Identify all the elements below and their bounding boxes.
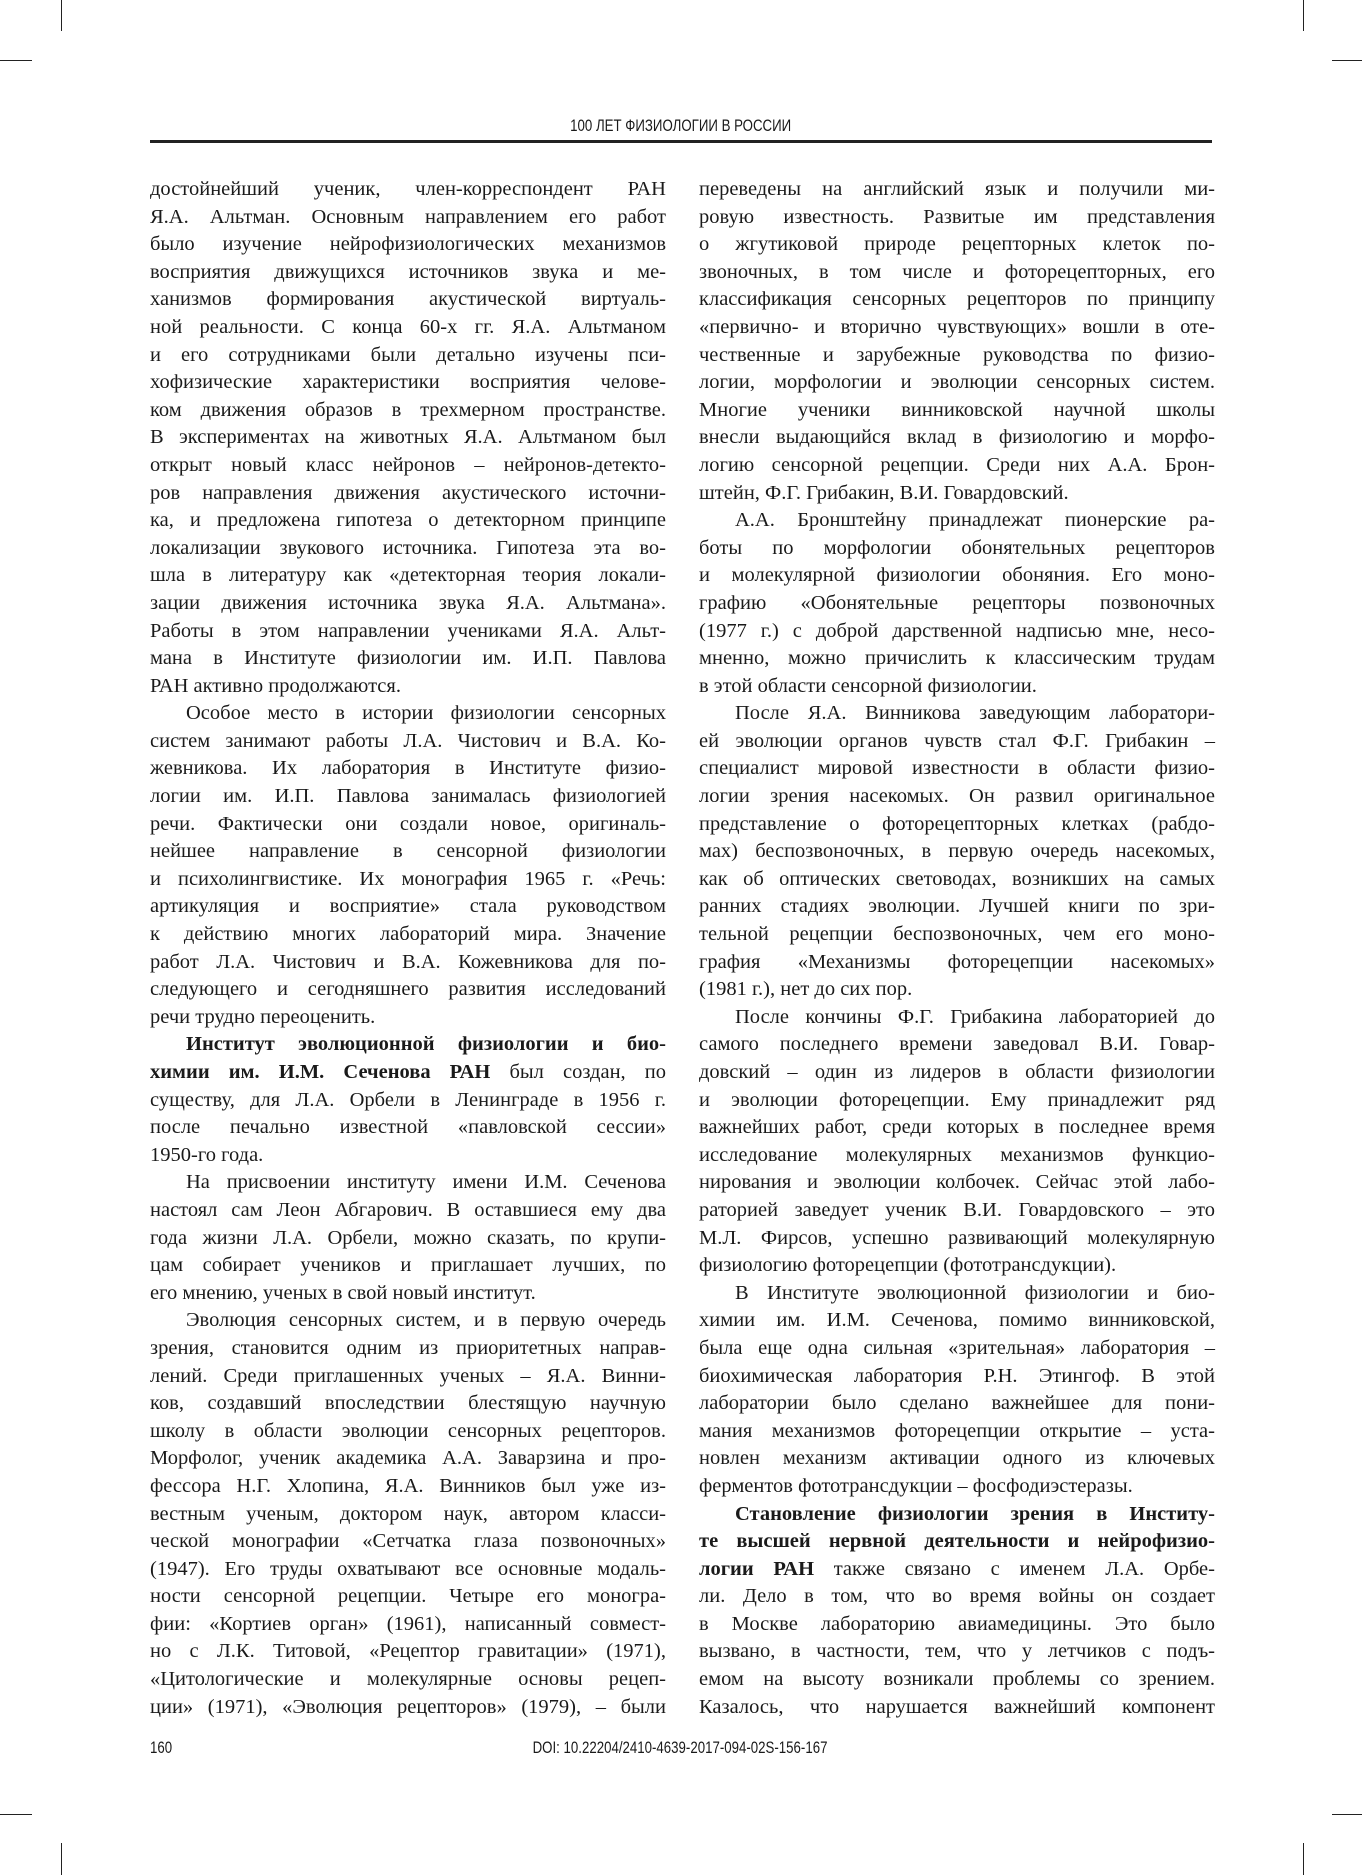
line-text: логии зрения насекомых. Он развил оригинальное: [699, 785, 1215, 808]
text-line: [150, 286, 666, 314]
line-text: представление о фоторецепторных клетках (рабдо-: [699, 812, 1215, 835]
text-line: [699, 976, 1215, 1004]
line-text: года жизни Л.А. Орбели, можно сказать, по крупи-: [150, 1226, 666, 1249]
text-line: [699, 1666, 1215, 1694]
text-line: [699, 1307, 1215, 1335]
line-text: раторией заведует ученик В.И. Говардовского – это: [699, 1198, 1215, 1221]
line-text: ей эволюции органов чувств стал Ф.Г. Грибакин –: [699, 729, 1215, 752]
line-text: речи. Фактически они создали новое, оригиналь-: [150, 812, 666, 835]
line-text: и молекулярной физиологии обоняния. Его моно-: [699, 564, 1215, 587]
text-line: [150, 838, 666, 866]
line-text: ранних стадиях эволюции. Лучшей книги по зри-: [699, 895, 1215, 918]
text-line: [150, 1666, 666, 1694]
page-number-text: 160: [150, 1738, 173, 1757]
line-text: важнейших работ, среди которых в последнее время: [699, 1116, 1215, 1139]
line-text: школу в области эволюции сенсорных рецепторов.: [150, 1419, 666, 1442]
text-line: [150, 893, 666, 921]
text-line: [150, 1307, 666, 1335]
bold-text: логии РАН: [699, 1557, 815, 1580]
line-text: физиологию фоторецепции (фототрансдукции).: [699, 1254, 1117, 1277]
text-line: [150, 1583, 666, 1611]
text-line: [699, 1501, 1215, 1529]
line-text: в этой области сенсорной физиологии.: [699, 674, 1037, 697]
text-line: [699, 1611, 1215, 1639]
text-line: [699, 1363, 1215, 1391]
text-line: [150, 1390, 666, 1418]
line-text: М.Л. Фирсов, успешно развивающий молекулярную: [699, 1226, 1215, 1249]
line-text: классификация сенсорных рецепторов по принципу: [699, 288, 1215, 311]
text-line: [699, 866, 1215, 894]
crop-mark: [1332, 1814, 1362, 1815]
line-text: хофизические характеристики восприятия челове-: [150, 371, 666, 394]
crop-mark: [1303, 0, 1304, 31]
text-column-right: [699, 176, 1215, 1721]
text-line: [150, 1031, 666, 1059]
text-line: [699, 507, 1215, 535]
line-text: (1977 г.) с доброй дарственной надписью мне, несо-: [699, 619, 1215, 642]
line-text: ческой монографии «Сетчатка глаза позвоночных»: [150, 1530, 666, 1553]
text-line: [699, 286, 1215, 314]
text-line: [150, 259, 666, 287]
line-text: достойнейший ученик, член-корреспондент РАН: [150, 178, 666, 200]
line-text: исследование молекулярных механизмов функцио-: [699, 1143, 1215, 1166]
text-line: [699, 728, 1215, 756]
line-text: звоночных, в том числе и фоторецепторных, его: [699, 260, 1215, 283]
text-line: [150, 424, 666, 452]
text-line: [699, 783, 1215, 811]
line-text: о жгутиковой природе рецепторных клеток по-: [699, 233, 1215, 256]
text-line: [150, 1445, 666, 1473]
text-line: [699, 1197, 1215, 1225]
text-line: [150, 1611, 666, 1639]
line-text: речи трудно переоценить.: [150, 1005, 376, 1028]
line-text: ции» (1971), «Эволюция рецепторов» (1979), – были: [150, 1695, 666, 1718]
bold-text: Становление физиологии зрения в Институ-: [735, 1502, 1215, 1525]
line-text: внесли выдающийся вклад в физиологию и морфо-: [699, 426, 1215, 449]
line-text: «Цитологические и молекулярные основы рецеп-: [150, 1668, 666, 1691]
line-text: локализации звукового источника. Гипотеза эта во-: [150, 536, 666, 559]
text-line: [150, 1197, 666, 1225]
text-line: [150, 176, 666, 204]
line-text: логии, морфологии и эволюции сенсорных систем.: [699, 371, 1215, 394]
text-line: [150, 369, 666, 397]
line-text: и психолингвистике. Их монография 1965 г. «Речь:: [150, 867, 666, 890]
line-text: но с Л.К. Титовой, «Рецептор гравитации» (1971),: [150, 1640, 666, 1663]
text-line: [699, 535, 1215, 563]
line-text: логии им. И.П. Павлова занималась физиологией: [150, 785, 666, 808]
text-line: [699, 590, 1215, 618]
text-line: [699, 1004, 1215, 1032]
text-line: [150, 1694, 666, 1722]
text-line: [150, 866, 666, 894]
text-line: [699, 921, 1215, 949]
line-text: шла в литературу как «детекторная теория локали-: [150, 564, 666, 587]
text-line: [699, 893, 1215, 921]
line-text: довский – один из лидеров в области физиологии: [699, 1061, 1215, 1083]
text-line: [150, 618, 666, 646]
text-line: [150, 755, 666, 783]
line-text: чественные и зарубежные руководства по физио-: [699, 343, 1215, 366]
text-line: [150, 342, 666, 370]
text-line: [699, 1638, 1215, 1666]
text-line: [699, 1335, 1215, 1363]
text-line: [150, 535, 666, 563]
bold-text: химии им. И.М. Сеченова РАН: [150, 1061, 491, 1083]
line-text: фессора Н.Г. Хлопина, Я.А. Винников был уже из-: [150, 1474, 666, 1497]
line-text: открыт новый класс нейронов – нейронов-детекто-: [150, 453, 666, 476]
line-text: существу, для Л.А. Орбели в Ленинграде в 1956 г.: [150, 1088, 666, 1111]
text-line: [150, 1556, 666, 1584]
text-line: [150, 1528, 666, 1556]
line-text: ровую известность. Развитые им представления: [699, 205, 1215, 228]
line-text: (1981 г.), нет до сих пор.: [699, 978, 913, 1001]
text-line: [150, 949, 666, 977]
line-text: Казалось, что нарушается важнейший компонент: [699, 1695, 1215, 1718]
line-text: восприятия движущихся источников звука и ме-: [150, 260, 666, 283]
text-line: [699, 204, 1215, 232]
text-line: [699, 1473, 1215, 1501]
line-text: РАН активно продолжаются.: [150, 674, 401, 697]
crop-mark: [61, 1843, 62, 1875]
running-title: 100 ЛЕТ ФИЗИОЛОГИИ В РОССИИ: [570, 116, 792, 135]
line-text: биохимическая лаборатория Р.Н. Этингоф. В этой: [699, 1364, 1215, 1387]
text-line: [699, 1031, 1215, 1059]
line-text: переведены на английский язык и получили ми-: [699, 178, 1215, 200]
text-line: [699, 342, 1215, 370]
text-line: [150, 480, 666, 508]
line-text: ров направления движения акустического источни-: [150, 481, 666, 504]
line-text: Морфолог, ученик академика А.А. Заварзина и про-: [150, 1447, 666, 1470]
line-text: мах) беспозвоночных, в первую очередь насекомых,: [699, 840, 1215, 863]
text-line: [150, 1638, 666, 1666]
header-rule: [150, 140, 1212, 143]
line-text: После Я.А. Винникова заведующим лаборатори-: [735, 702, 1215, 725]
line-text: была еще одна сильная «зрительная» лаборатория –: [699, 1336, 1215, 1359]
line-text: Многие ученики винниковской научной школы: [699, 398, 1215, 421]
line-text: был создан, по: [490, 1061, 667, 1083]
text-line: [699, 397, 1215, 425]
text-line: [150, 1501, 666, 1529]
line-text: фии: «Кортиев орган» (1961), написанный совмест-: [150, 1612, 666, 1635]
text-line: [150, 783, 666, 811]
line-text: систем занимают работы Л.А. Чистович и В.А. Ко-: [150, 729, 666, 752]
line-text: и его сотрудниками были детально изучены пси-: [150, 343, 666, 366]
line-text: в Москве лабораторию авиамедицины. Это было: [699, 1612, 1215, 1635]
line-text: боты по морфологии обонятельных рецепторов: [699, 536, 1215, 559]
text-line: [699, 176, 1215, 204]
text-line: [699, 838, 1215, 866]
crop-mark: [0, 1814, 32, 1815]
text-line: [699, 1280, 1215, 1308]
line-text: было изучение нейрофизиологических механизмов: [150, 233, 666, 256]
line-text: ферментов фототрансдукции – фосфодиэстеразы.: [699, 1474, 1133, 1497]
line-text: На присвоении институту имени И.М. Сеченова: [186, 1171, 666, 1194]
crop-mark: [1303, 1843, 1304, 1875]
text-line: [150, 1087, 666, 1115]
text-line: [699, 700, 1215, 728]
text-line: [150, 673, 666, 701]
line-text: следующего и сегодняшнего развития исследований: [150, 978, 666, 1001]
line-text: артикуляция и восприятие» стала руководством: [150, 895, 666, 918]
text-line: [699, 1114, 1215, 1142]
text-line: [699, 452, 1215, 480]
text-line: [150, 1225, 666, 1253]
line-text: Я.А. Альтман. Основным направлением его работ: [150, 205, 666, 228]
line-text: как об оптических световодах, возникших на самых: [699, 867, 1215, 890]
text-line: [699, 673, 1215, 701]
text-line: [699, 562, 1215, 590]
line-text: мания механизмов фоторецепции открытие – уста-: [699, 1419, 1215, 1442]
line-text: его мнению, ученых в свой новый институт.: [150, 1281, 536, 1304]
text-line: [699, 314, 1215, 342]
line-text: мана в Институте физиологии им. И.П. Павлова: [150, 647, 666, 670]
line-text: настоял сам Леон Абгарович. В оставшиеся ему два: [150, 1198, 666, 1221]
line-text: ков, создавший впоследствии блестящую научную: [150, 1392, 666, 1415]
line-text: ханизмов формирования акустической виртуаль-: [150, 288, 666, 311]
line-text: ной реальности. С конца 60-х гг. Я.А. Альтманом: [150, 315, 666, 338]
line-text: цам собирает учеников и приглашает лучших, по: [150, 1254, 666, 1277]
line-text: новлен механизм активации одного из ключевых: [699, 1447, 1215, 1470]
text-line: [150, 1280, 666, 1308]
text-line: [699, 645, 1215, 673]
bold-text: те высшей нервной деятельности и нейрофизио-: [699, 1530, 1215, 1553]
text-line: [150, 204, 666, 232]
text-line: [699, 1225, 1215, 1253]
line-text: Работы в этом направлении учениками Я.А. Альт-: [150, 619, 666, 642]
text-line: [699, 1252, 1215, 1280]
text-line: [699, 1556, 1215, 1584]
line-text: 1950-го года.: [150, 1143, 264, 1166]
text-line: [150, 921, 666, 949]
text-line: [150, 397, 666, 425]
line-text: вестным ученым, доктором наук, автором класси-: [150, 1502, 666, 1525]
line-text: мненно, можно причислить к классическим трудам: [699, 647, 1215, 670]
text-line: [699, 1583, 1215, 1611]
line-text: Эволюция сенсорных систем, и в первую очередь: [186, 1309, 666, 1332]
line-text: После кончины Ф.Г. Грибакина лабораторией до: [735, 1005, 1215, 1028]
line-text: А.А. Бронштейну принадлежат пионерские ра-: [735, 509, 1215, 532]
text-line: [150, 1169, 666, 1197]
line-text: тельной рецепции беспозвоночных, чем его моно-: [699, 923, 1215, 946]
line-text: жевникова. Их лаборатория в Институте физио-: [150, 757, 666, 780]
line-text: специалист мировой известности в области физио-: [699, 757, 1215, 780]
line-text: штейн, Ф.Г. Грибакин, В.И. Говардовский.: [699, 481, 1069, 504]
line-text: также связано с именем Л.А. Орбе-: [814, 1557, 1215, 1580]
line-text: графия «Механизмы фоторецепции насекомых»: [699, 950, 1215, 973]
text-line: [699, 1528, 1215, 1556]
text-column-left: [150, 176, 666, 1721]
line-text: ности сенсорной рецепции. Четыре его моногра-: [150, 1585, 666, 1608]
line-text: емом на высоту возникали проблемы со зрением.: [699, 1668, 1215, 1691]
line-text: нирования и эволюции колбочек. Сейчас этой лабо-: [699, 1171, 1215, 1194]
text-line: [150, 1335, 666, 1363]
line-text: химии им. И.М. Сеченова, помимо винниковской,: [699, 1309, 1215, 1332]
text-line: [699, 1142, 1215, 1170]
text-line: [699, 1087, 1215, 1115]
crop-mark: [0, 60, 32, 61]
text-line: [150, 562, 666, 590]
doi-text: DOI: 10.22204/2410-4639-2017-094-02S-156-167: [532, 1738, 828, 1757]
line-text: (1947). Его труды охватывают все основные модаль-: [150, 1557, 666, 1580]
text-line: [699, 480, 1215, 508]
doi: [380, 1738, 980, 1758]
crop-mark: [1332, 60, 1362, 61]
line-text: и эволюции фоторецепции. Ему принадлежит ряд: [699, 1088, 1215, 1111]
line-text: ком движения образов в трехмерном пространстве.: [150, 398, 666, 421]
text-line: [699, 259, 1215, 287]
line-text: ли. Дело в том, что во время войны он создает: [699, 1585, 1215, 1608]
text-line: [150, 1252, 666, 1280]
text-line: [150, 1059, 666, 1087]
text-line: [150, 507, 666, 535]
running-header: [150, 116, 1212, 136]
text-line: [699, 811, 1215, 839]
text-line: [150, 976, 666, 1004]
text-line: [150, 811, 666, 839]
text-line: [150, 314, 666, 342]
text-line: [150, 645, 666, 673]
line-text: зации движения источника звука Я.А. Альтмана».: [150, 591, 666, 614]
text-line: [699, 1445, 1215, 1473]
line-text: Особое место в истории физиологии сенсорных: [186, 702, 666, 725]
line-text: работ Л.А. Чистович и В.А. Кожевникова для по-: [150, 950, 666, 973]
text-line: [150, 452, 666, 480]
text-line: [150, 1418, 666, 1446]
text-line: [699, 755, 1215, 783]
line-text: графию «Обонятельные рецепторы позвоночных: [699, 591, 1215, 614]
crop-mark: [61, 0, 62, 31]
text-line: [150, 590, 666, 618]
line-text: самого последнего времени заведовал В.И. Говар-: [699, 1033, 1215, 1056]
line-text: «первично- и вторично чувствующих» вошли в оте-: [699, 315, 1215, 338]
text-line: [699, 1694, 1215, 1722]
text-line: [699, 618, 1215, 646]
text-line: [699, 369, 1215, 397]
text-line: [699, 949, 1215, 977]
line-text: В экспериментах на животных Я.А. Альтманом был: [150, 426, 666, 449]
text-line: [150, 1004, 666, 1032]
text-line: [150, 1114, 666, 1142]
line-text: ка, и предложена гипотеза о детекторном принципе: [150, 509, 666, 532]
line-text: вызвано, в частности, тем, что у летчиков с подъ-: [699, 1640, 1215, 1663]
text-line: [150, 1363, 666, 1391]
text-line: [699, 231, 1215, 259]
line-text: лаборатории было сделано важнейшее для пони-: [699, 1392, 1215, 1415]
text-line: [699, 1390, 1215, 1418]
line-text: к действию многих лабораторий мира. Значение: [150, 923, 666, 946]
page-number: [150, 1738, 178, 1758]
line-text: логию сенсорной рецепции. Среди них А.А. Брон-: [699, 453, 1215, 476]
bold-text: Институт эволюционной физиологии и био-: [186, 1033, 666, 1056]
line-text: лений. Среди приглашенных ученых – Я.А. Винни-: [150, 1364, 666, 1387]
text-line: [150, 728, 666, 756]
text-line: [150, 1473, 666, 1501]
line-text: В Институте эволюционной физиологии и био-: [735, 1281, 1215, 1304]
line-text: зрения, становится одним из приоритетных направ-: [150, 1336, 666, 1359]
text-line: [150, 700, 666, 728]
text-line: [150, 1142, 666, 1170]
text-line: [699, 424, 1215, 452]
text-line: [699, 1059, 1215, 1087]
text-line: [150, 231, 666, 259]
text-line: [699, 1169, 1215, 1197]
text-line: [699, 1418, 1215, 1446]
line-text: после печально известной «павловской сессии»: [150, 1116, 666, 1139]
line-text: нейшее направление в сенсорной физиологии: [150, 840, 666, 863]
